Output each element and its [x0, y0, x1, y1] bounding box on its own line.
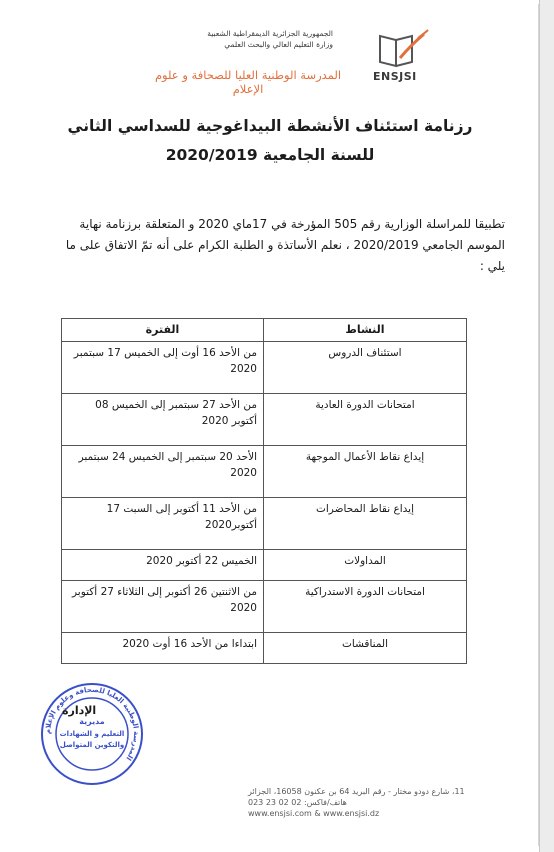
- letterhead-school: المدرسة الوطنية العليا للصحافة و علوم الإعلام: [154, 68, 342, 96]
- period-cell: الأحد 20 سبتمبر إلى الخميس 24 سبتمبر 2020: [62, 446, 264, 498]
- period-cell: ابتداءا من الأحد 16 أوت 2020: [62, 633, 264, 664]
- header-activity: النشاط: [264, 319, 467, 342]
- stamp-outer-text: المدرسة الوطنية العليا للصحافة وعلوم الإعلام: [43, 685, 141, 762]
- activity-cell: امتحانات الدورة العادية: [264, 394, 467, 446]
- document-title: رزنامة استئناف الأنشطة البيداغوجية للسداسي الثاني للسنة الجامعية 2020/2019: [67, 117, 473, 164]
- activity-cell: امتحانات الدورة الاستدراكية: [264, 581, 467, 633]
- page-edge-scrollbar: [539, 0, 554, 852]
- period-cell: من الأحد 16 أوت إلى الخميس 17 سبتمبر 2020: [62, 342, 264, 394]
- stamp-line-1: مديرية: [79, 717, 105, 726]
- school-logo-text: ENSJSI: [373, 70, 417, 83]
- footer-contact: [248, 786, 518, 819]
- table-header-row: [62, 319, 467, 342]
- letterhead-republic: الجمهورية الجزائرية الديمقراطية الشعبية: [207, 29, 333, 38]
- table-row: [62, 498, 467, 550]
- period-cell: الخميس 22 أكتوبر 2020: [62, 550, 264, 581]
- activity-cell: إيداع نقاط المحاضرات: [264, 498, 467, 550]
- administration-signature: الإدارة: [62, 704, 97, 717]
- header-period: الفترة: [62, 319, 264, 342]
- activity-cell: المناقشات: [264, 633, 467, 664]
- table-row: [62, 394, 467, 446]
- letterhead: [153, 28, 333, 50]
- footer-address: 11، شارع دودو مختار - رقم البريد 64 بن عكنون 16058، الجزائر: [248, 787, 465, 796]
- footer-website: www.ensjsi.com & www.ensjsi.dz: [248, 809, 380, 818]
- official-stamp-icon: [40, 682, 144, 786]
- table-row: [62, 581, 467, 633]
- period-cell: من الأحد 11 أكتوبر إلى السبت 17 أكتوبر2020: [62, 498, 264, 550]
- activity-cell: المداولات: [264, 550, 467, 581]
- schedule-table: [61, 318, 467, 664]
- table-row: [62, 633, 467, 664]
- footer-phone: هاتف/فاكس: 02 02 23 023: [248, 798, 347, 807]
- period-cell: من الأحد 27 سبتمبر إلى الخميس 08 أكتوبر 2020: [62, 394, 264, 446]
- letterhead-ministry: وزارة التعليم العالي والبحث العلمي: [224, 40, 333, 49]
- intro-paragraph: تطبيقا للمراسلة الوزارية رقم 505 المؤرخة في 17ماي 2020 و المتعلقة برزنامة نهاية الموسم الجامعي 2020/2019 ، نعلم الأساتذة و الطلبة الكرام على أنه تمّ الاتفاق على ما يلي :: [65, 217, 505, 273]
- stamp-line-2: التعليم و الشهادات: [59, 730, 125, 738]
- table-row: [62, 342, 467, 394]
- table-row: [62, 550, 467, 581]
- period-cell: من الاثنتين 26 أكتوبر إلى الثلاثاء 27 أكتوبر 2020: [62, 581, 264, 633]
- activity-cell: إيداع نقاط الأعمال الموجهة: [264, 446, 467, 498]
- document-page: [4, 4, 539, 846]
- stamp-line-3: والتكوين المتواصل: [59, 741, 125, 749]
- activity-cell: استئناف الدروس: [264, 342, 467, 394]
- table-row: [62, 446, 467, 498]
